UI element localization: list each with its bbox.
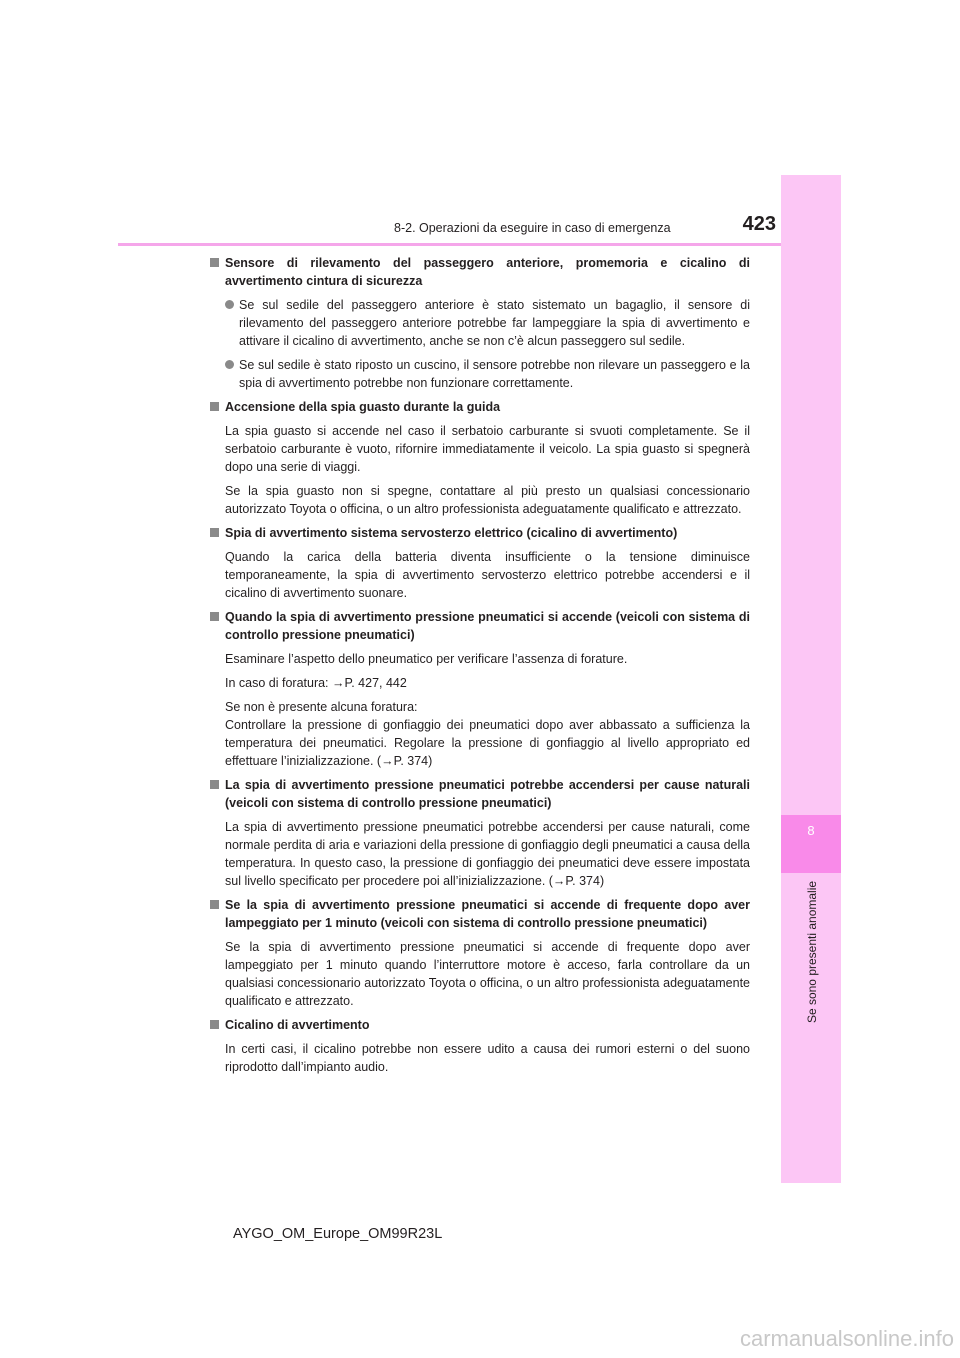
paragraph: La spia di avvertimento pressione pneumatici potrebbe accendersi per cause naturali, come normale perdita di aria e variazioni della pressione di gonfiaggio degli pneumatici a causa della temperatura. In questo caso, la pressione di gonfiaggio dei pneumatici deve essere impostata sul livello specificato per procedere poi all’inizializzazione. (→P. 374) xyxy=(225,820,750,888)
side-tab-number: 8 xyxy=(807,823,815,838)
section-heading xyxy=(210,896,750,932)
section-heading xyxy=(210,608,750,644)
paragraph: Se la spia guasto non si spegne, contattare al più presto un qualsiasi concessionario autorizzato Toyota o officina, o un altro professionista adeguatamente qualificato e attrezzato. xyxy=(225,484,750,516)
list-item xyxy=(210,356,750,392)
section-heading xyxy=(210,254,750,290)
section-heading xyxy=(210,1016,750,1034)
section-tire-pressure-on xyxy=(210,608,750,770)
section-heading-text: Se la spia di avvertimento pressione pneumatici si accende di frequente dopo aver lampeggiato per 1 minuto (veicoli con sistema di controllo pressione pneumatici) xyxy=(225,898,750,930)
square-bullet-icon xyxy=(210,780,219,789)
paragraph: La spia guasto si accende nel caso il serbatoio carburante si svuoti completamente. Se il serbatoio carburante è vuoto, rifornire immediatamente il veicolo. La spia guasto si spegnerà dopo una serie di viaggi. xyxy=(225,424,750,474)
section-passenger-sensor xyxy=(210,254,750,392)
square-bullet-icon xyxy=(210,258,219,267)
section-heading xyxy=(210,524,750,542)
list-item-text: Se sul sedile del passeggero anteriore è stato sistemato un bagaglio, il sensore di rilevamento del passeggero anteriore potrebbe far lampeggiare la spia di avvertimento e attivare il cicalino di avvertimento, anche se non c’è alcun passeggero sul sedile. xyxy=(239,298,750,348)
section-malfunction-light xyxy=(210,398,750,518)
section-tire-pressure-natural xyxy=(210,776,750,890)
watermark: carmanualsonline.info xyxy=(739,1326,954,1351)
paragraph: In certi casi, il cicalino potrebbe non essere udito a causa dei rumori esterni o del suono riprodotto dall’impianto audio. xyxy=(225,1042,750,1074)
section-heading-text: La spia di avvertimento pressione pneumatici potrebbe accendersi per cause naturali (veicoli con sistema di controllo pressione pneumatici) xyxy=(225,778,750,810)
side-tab-label: Se sono presenti anomalie xyxy=(805,880,819,1024)
list-item-text: Se sul sedile è stato riposto un cuscino, il sensore potrebbe non rilevare un passeggero e la spia di avvertimento potrebbe non funzionare correttamente. xyxy=(239,358,750,390)
section-heading xyxy=(210,776,750,812)
section-heading xyxy=(210,398,750,416)
section-heading-text: Spia di avvertimento sistema servosterzo elettrico (cicalino di avvertimento) xyxy=(225,526,678,540)
main-content xyxy=(210,254,750,1082)
section-heading-text: Quando la spia di avvertimento pressione pneumatici si accende (veicoli con sistema di controllo pressione pneumatici) xyxy=(225,610,750,642)
section-heading-text: Sensore di rilevamento del passeggero anteriore, promemoria e cicalino di avvertimento cintura di sicurezza xyxy=(225,256,750,288)
header-section-title: 8-2. Operazioni da eseguire in caso di emergenza xyxy=(394,221,671,235)
section-heading-text: Accensione della spia guasto durante la guida xyxy=(225,400,501,414)
side-tab xyxy=(781,175,841,1183)
square-bullet-icon xyxy=(210,612,219,621)
section-power-steering xyxy=(210,524,750,602)
section-warning-buzzer xyxy=(210,1016,750,1076)
page-number: 423 xyxy=(742,213,776,235)
paragraph: Se non è presente alcuna foratura: Controllare la pressione di gonfiaggio dei pneumatici dopo aver abbassato a sufficienza la temperatura dei pneumatici. Regolare la pressione di gonfiaggio al livello appropriato ed effettuare l’inizializzazione. (→P. 374) xyxy=(225,700,750,768)
square-bullet-icon xyxy=(210,528,219,537)
square-bullet-icon xyxy=(210,900,219,909)
circle-bullet-icon xyxy=(225,300,234,309)
footer-document-id: AYGO_OM_Europe_OM99R23L xyxy=(233,1226,443,1242)
paragraph: In caso di foratura: →P. 427, 442 xyxy=(225,676,407,690)
square-bullet-icon xyxy=(210,402,219,411)
section-tire-pressure-frequent xyxy=(210,896,750,1010)
header-divider xyxy=(118,243,841,246)
paragraph: Se la spia di avvertimento pressione pneumatici si accende di frequente dopo aver lampeggiato per 1 minuto quando l’interruttore motore è acceso, farla controllare da un qualsiasi concessionario autorizzato Toyota o officina, o un altro professionista adeguatamente qualificato e attrezzato. xyxy=(225,940,750,1008)
section-heading-text: Cicalino di avvertimento xyxy=(225,1018,370,1032)
circle-bullet-icon xyxy=(225,360,234,369)
square-bullet-icon xyxy=(210,1020,219,1029)
list-item xyxy=(210,296,750,350)
paragraph: Quando la carica della batteria diventa insufficiente o la tensione diminuisce temporaneamente, la spia di avvertimento servosterzo elettrico potrebbe accendersi e il cicalino di avvertimento suonare. xyxy=(225,550,750,600)
paragraph: Esaminare l’aspetto dello pneumatico per verificare l’assenza di forature. xyxy=(225,652,628,666)
